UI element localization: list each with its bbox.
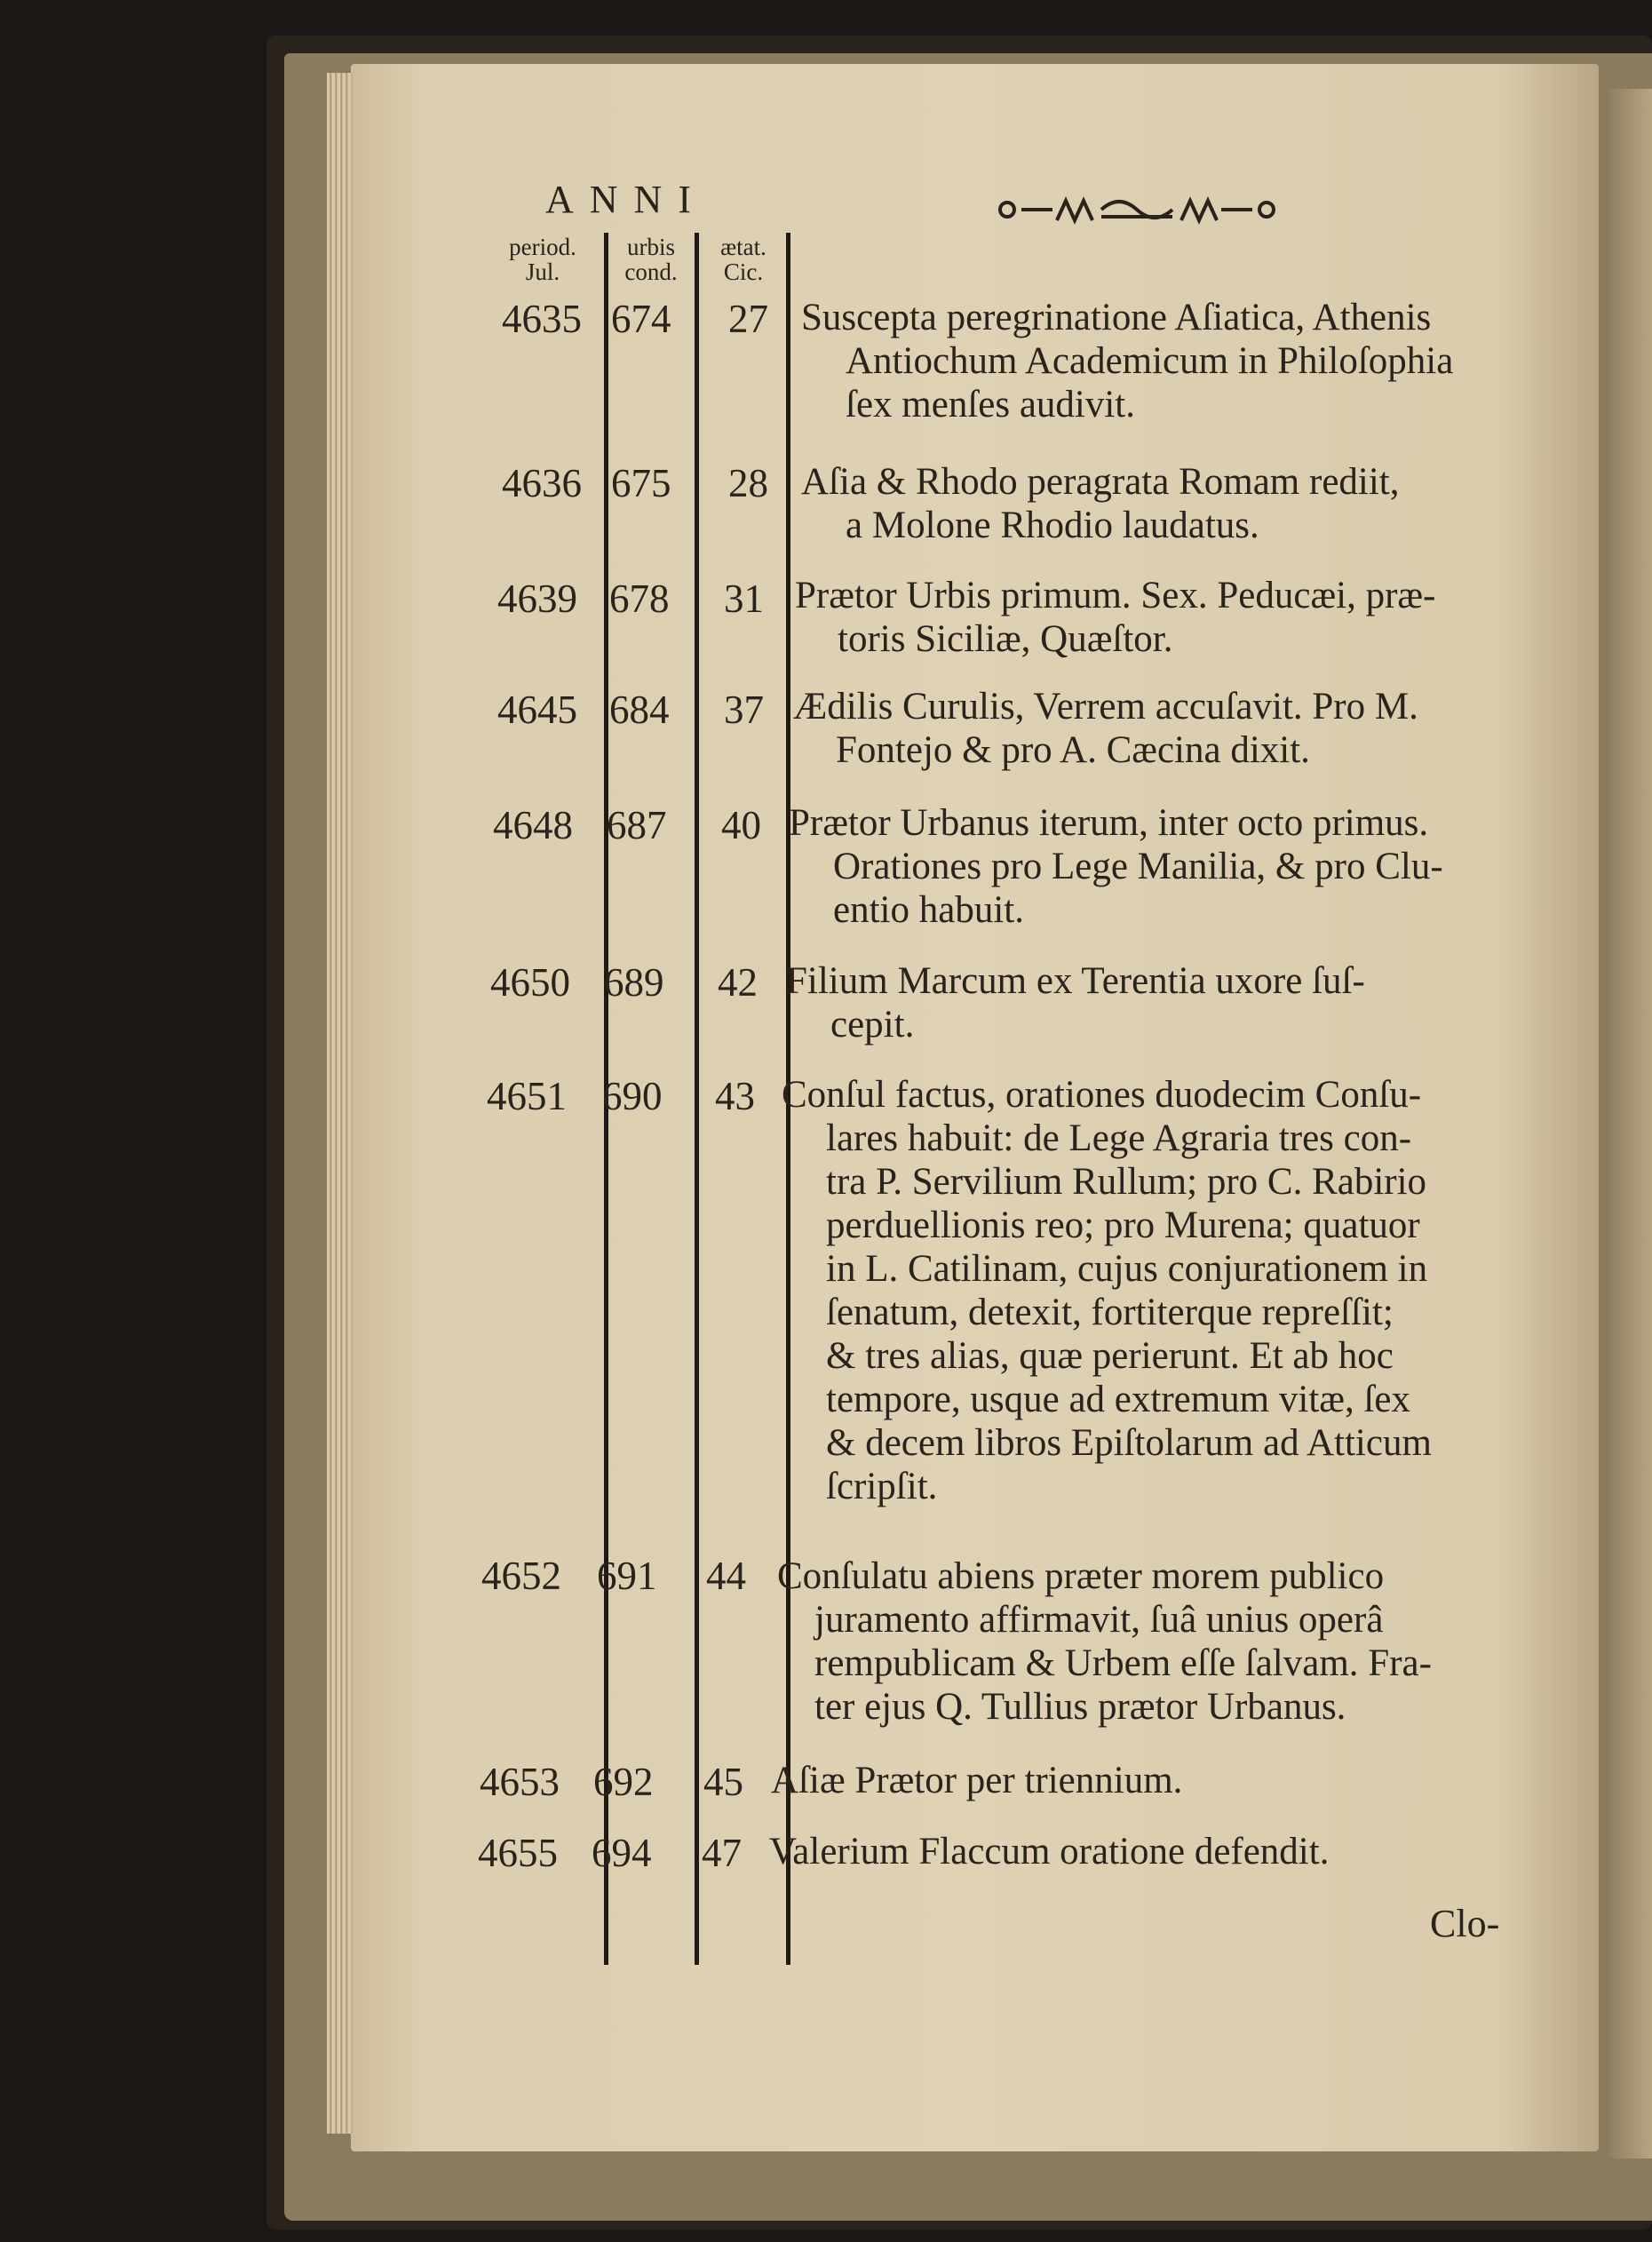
entry-line: in L. Catilinam, cujus conjurationem in [826,1248,1428,1290]
entry-text [793,685,1539,772]
entry-text [801,460,1538,547]
entry-line: perduellionis reo; pro Murena; quatuor [826,1204,1420,1246]
entry-line: Suscepta peregrinatione Aſiatica, Athenis [801,297,1432,338]
facing-page-edge [1609,89,1652,2159]
entry-text [782,1073,1537,1508]
entry-line: Conſul factus, orationes duodecim Conſu- [782,1074,1422,1116]
urbis-year: 678 [609,576,670,621]
entry-line: Prætor Urbanus iterum, inter octo primus. [789,802,1429,844]
entry-line: Aſiæ Prætor per triennium. [771,1760,1183,1801]
entry-text [795,574,1541,661]
period-year: 4636 [502,461,582,505]
cicero-age: 44 [706,1554,746,1598]
column-header-urbis [607,235,695,284]
header-period-line1: period. [509,234,576,260]
entry-text [769,1830,1524,1873]
header-aetat-line2: Cic. [723,258,764,285]
period-year: 4655 [478,1831,558,1875]
entry-line: Conſulatu abiens præter morem publico [777,1555,1385,1597]
entry-line: juramento affirmavit, ſuâ unius operâ [814,1599,1384,1641]
entry-line: Orationes pro Lege Manilia, & pro Clu- [833,846,1443,887]
entry-line: toris Siciliæ, Quæſtor. [838,618,1173,660]
entry-line: Ædilis Curulis, Verrem accuſavit. Pro M. [793,686,1418,727]
cicero-age: 42 [718,960,758,1005]
entry-line: a Molone Rhodio laudatus. [846,505,1259,546]
urbis-year: 692 [593,1760,654,1804]
header-period-line2: Jul. [525,258,560,285]
urbis-year: 674 [611,297,671,341]
entry-line: ſcripſit. [826,1466,938,1507]
column-rule-2 [695,233,699,1965]
entry-line: lares habuit: de Lege Agraria tres con- [826,1117,1412,1159]
entry-line: entio habuit. [833,889,1024,931]
period-year: 4648 [493,803,573,847]
cicero-age: 27 [728,297,768,341]
ornament-icon [995,185,1279,235]
urbis-year: 684 [609,688,670,732]
anni-heading: ANNI [545,178,707,221]
cicero-age: 43 [715,1074,755,1118]
entry-line: Aſia & Rhodo peragrata Romam rediit, [801,461,1400,503]
cicero-age: 28 [728,461,768,505]
column-header-period [494,235,592,284]
period-year: 4650 [490,960,570,1005]
header-aetat-line1: ætat. [720,234,766,260]
catchword: Clo- [1430,1902,1500,1945]
entry-line: Fontejo & pro A. Cæcina dixit. [836,729,1310,771]
entry-line: Valerium Flaccum oratione defendit. [769,1831,1330,1872]
entry-line: Prætor Urbis primum. Sex. Peducæi, præ- [795,575,1436,616]
period-year: 4645 [497,688,577,732]
period-year: 4651 [487,1074,567,1118]
period-year: 4652 [481,1554,561,1598]
cicero-age: 37 [724,688,764,732]
entry-line: ſex menſes audivit. [846,384,1136,425]
cicero-age: 45 [703,1760,743,1804]
urbis-year: 675 [611,461,671,505]
urbis-year: 691 [597,1554,657,1598]
period-year: 4639 [497,576,577,621]
entry-line: & decem libros Epiſtolarum ad Atticum [826,1422,1432,1464]
period-year: 4653 [480,1760,560,1804]
header-urbis-line1: urbis [627,234,675,260]
entry-line: & tres alias, quæ perierunt. Et ab hoc [826,1335,1394,1377]
cicero-age: 31 [724,576,764,621]
period-year: 4635 [502,297,582,341]
entry-line: tra P. Servilium Rullum; pro C. Rabirio [826,1161,1427,1203]
entry-line: rempublicam & Urbem eſſe ſalvam. Fra- [814,1642,1432,1684]
urbis-year: 687 [607,803,667,847]
header-urbis-line2: cond. [624,258,678,285]
entry-line: Filium Marcum ex Terentia uxore ſuſ- [786,960,1365,1002]
entry-text [789,801,1539,932]
entry-line: Antiochum Academicum in Philoſophia [846,340,1454,382]
entry-line: cepit. [830,1004,915,1045]
column-header-aetat [703,235,783,284]
cicero-age: 40 [721,803,761,847]
entry-line: ter ejus Q. Tullius prætor Urbanus. [814,1686,1346,1728]
urbis-year: 689 [604,960,664,1005]
urbis-year: 694 [592,1831,652,1875]
urbis-year: 690 [602,1074,663,1118]
entry-text [771,1759,1526,1802]
entry-line: ſenatum, detexit, fortiterque repreſſit; [826,1292,1394,1333]
entry-line: tempore, usque ad extremum vitæ, ſex [826,1379,1410,1420]
cicero-age: 47 [702,1831,742,1875]
entry-text [801,296,1538,426]
page-stack-edge [327,73,353,2134]
entry-text [777,1554,1532,1729]
entry-text [786,959,1537,1046]
